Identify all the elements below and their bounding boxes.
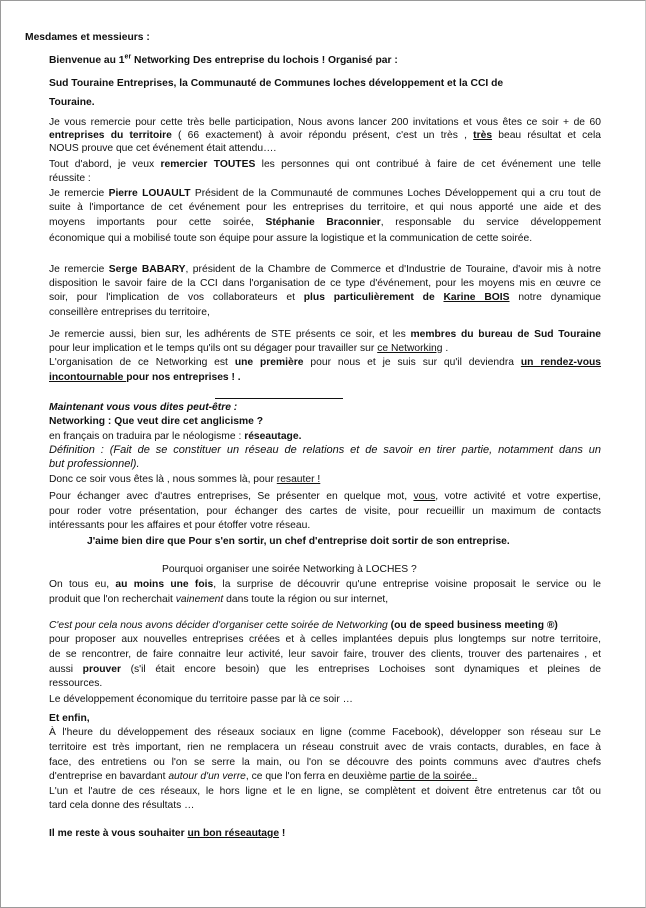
salutation: Mesdames et messieurs :	[25, 32, 150, 43]
definition-conclusion: Donc ce soir vous êtes là , nous sommes là, pour resauter !	[49, 474, 321, 485]
cci-line-1: Je remercie Serge BABARY, président de la Chambre de Commerce et d'Industrie de Touraine, d'avoir mis à notre	[49, 264, 601, 275]
finally-line-3: face, des entretiens ou l'on se serre la main, ou l'on se découvre des points communs avec d'autres chefs	[49, 757, 601, 768]
thanks-line-1: Je vous remercie pour cette très belle participation, Nous avons lancer 200 invitations et vous êtes ce soir + de 60	[49, 117, 601, 128]
definition-question: Networking : Que veut dire cet anglicisme ?	[49, 416, 263, 427]
thanks-line-3: NOUS prouve que cet événement était attendu….	[49, 143, 277, 154]
separator-line	[215, 398, 343, 399]
finally-line-4: d'entreprise en bavardant autour d'un verre, ce que l'on ferra en deuxième partie de la soirée..	[49, 771, 478, 782]
exchange-line-2: pour roder votre présentation, pour échanger des cartes de visite, pour recueillir un maximum de contacts	[49, 506, 601, 517]
definition-text-2: but professionnel).	[49, 458, 140, 470]
definition-translation: en français on traduira par le néologisme : réseautage.	[49, 431, 302, 442]
cci-line-3: soir, pour l'implication de vos collaborateurs et plus particulièrement de Karine BOIS notre dynamique	[49, 292, 601, 303]
why-title: Pourquoi organiser une soirée Networking à LOCHES ?	[162, 564, 417, 575]
decided-line-3: de se rencontrer, de faire connaitre leur activité, leur savoir faire, trouver des clients, trouver des partenaires , et	[49, 649, 601, 660]
exchange-line-1: Pour échanger avec d'autres entreprises, Se présenter en quelque mot, vous, votre activité et votre expertise,	[49, 491, 601, 502]
decided-line-1: C'est pour cela nous avons décider d'organiser cette soirée de Networking (ou de speed business meeting ®)	[49, 620, 558, 631]
cci-line-2: disposition le savoir faire de la CCI dans l'organisation de ce type d'événement, pour les moyens mis en œuvre ce	[49, 278, 601, 289]
thanks-line-5: réussite :	[49, 173, 91, 184]
ste-line-2: pour leur implication et le temps qu'ils ont su dégager pour travailler sur ce Networking .	[49, 343, 449, 354]
why-line-1: On tous eu, au moins une fois, la surprise de découvrir qu'une entreprise voisine proposait le service ou le	[49, 579, 601, 590]
finally-line-1: À l'heure du développement des réseaux sociaux en ligne (comme Facebook), développer son réseau sur Le	[49, 727, 601, 738]
welcome-line: Bienvenue au 1er Networking Des entreprise du lochois ! Organisé par :	[49, 53, 398, 66]
thanks-line-9: économique qui a mobilisé toute son équipe pour assure la logistique et la communication de cette soirée.	[49, 233, 533, 244]
finally-title: Et enfin,	[49, 713, 90, 724]
closing-line: Il me reste à vous souhaiter un bon réseautage !	[49, 828, 286, 839]
definition-intro: Maintenant vous vous dites peut-être :	[49, 402, 238, 413]
organizers-line-1: Sud Touraine Entreprises, la Communauté de Communes loches développement et la CCI de	[49, 78, 504, 89]
thanks-line-7: suite à l'importance de cet événement pour les entreprises du territoire, et qui nous apporté une aide et des	[49, 202, 601, 213]
decided-line-5: ressources.	[49, 678, 103, 689]
finally-line-5: L'un et l'autre de ces réseaux, le hors ligne et le en ligne, se complètent et doivent être entretenus car tôt ou	[49, 786, 601, 797]
organizers-line-2: Touraine.	[49, 97, 95, 108]
finally-line-2: territoire est très important, rien ne remplacera un réseau construit avec de vrais contacts, durables, en face à	[49, 742, 601, 753]
thanks-line-6: Je remercie Pierre LOUAULT Président de la Communauté de communes Loches Développement qui a cru tout de	[49, 188, 602, 199]
ste-line-3: L'organisation de ce Networking est une première pour nous et je suis sur qu'il deviendra un rendez-vous	[49, 357, 602, 368]
ste-line-4: incontournable pour nos entreprises ! .	[49, 372, 241, 383]
thanks-line-4: Tout d'abord, je veux remercier TOUTES les personnes qui ont contribué à faire de cet événement une telle	[49, 159, 601, 170]
decided-line-6: Le développement économique du territoire passe par là ce soir …	[49, 694, 353, 705]
exchange-line-3: intéressants pour les affaires et pour étoffer votre réseau.	[49, 520, 311, 531]
decided-line-2: pour proposer aux nouvelles entreprises créées et à celles implantées depuis plus longtemps sur notre territoire,	[49, 634, 601, 645]
definition-text-1: Définition : (Fait de se constituer un réseau de relations et de savoir en tirer partie, notamment dans un	[49, 444, 601, 456]
thanks-line-8: moyens importants pour cette soirée, Stéphanie Braconnier, responsable du service développement	[49, 217, 601, 228]
ste-line-1: Je remercie aussi, bien sur, les adhérents de STE présents ce soir, et les membres du bureau de Sud Touraine	[49, 329, 601, 340]
thanks-line-2: entreprises du territoire ( 66 exactement) à avoir répondu présent, c'est un très , très beau résultat et cela	[49, 130, 601, 141]
exchange-quote: J'aime bien dire que Pour s'en sortir, un chef d'entreprise doit sortir de son entreprise.	[87, 536, 510, 547]
finally-line-6: tard cela donne des résultats …	[49, 800, 195, 811]
decided-line-4: aussi prouver (s'il était encore besoin) que les entreprises Lochoises sont dynamiques et pleines de	[49, 664, 602, 675]
why-line-2: produit que l'on recherchait vainement dans toute la région ou sur internet,	[49, 594, 389, 605]
cci-line-4: conseillère entreprises du territoire,	[49, 307, 210, 318]
